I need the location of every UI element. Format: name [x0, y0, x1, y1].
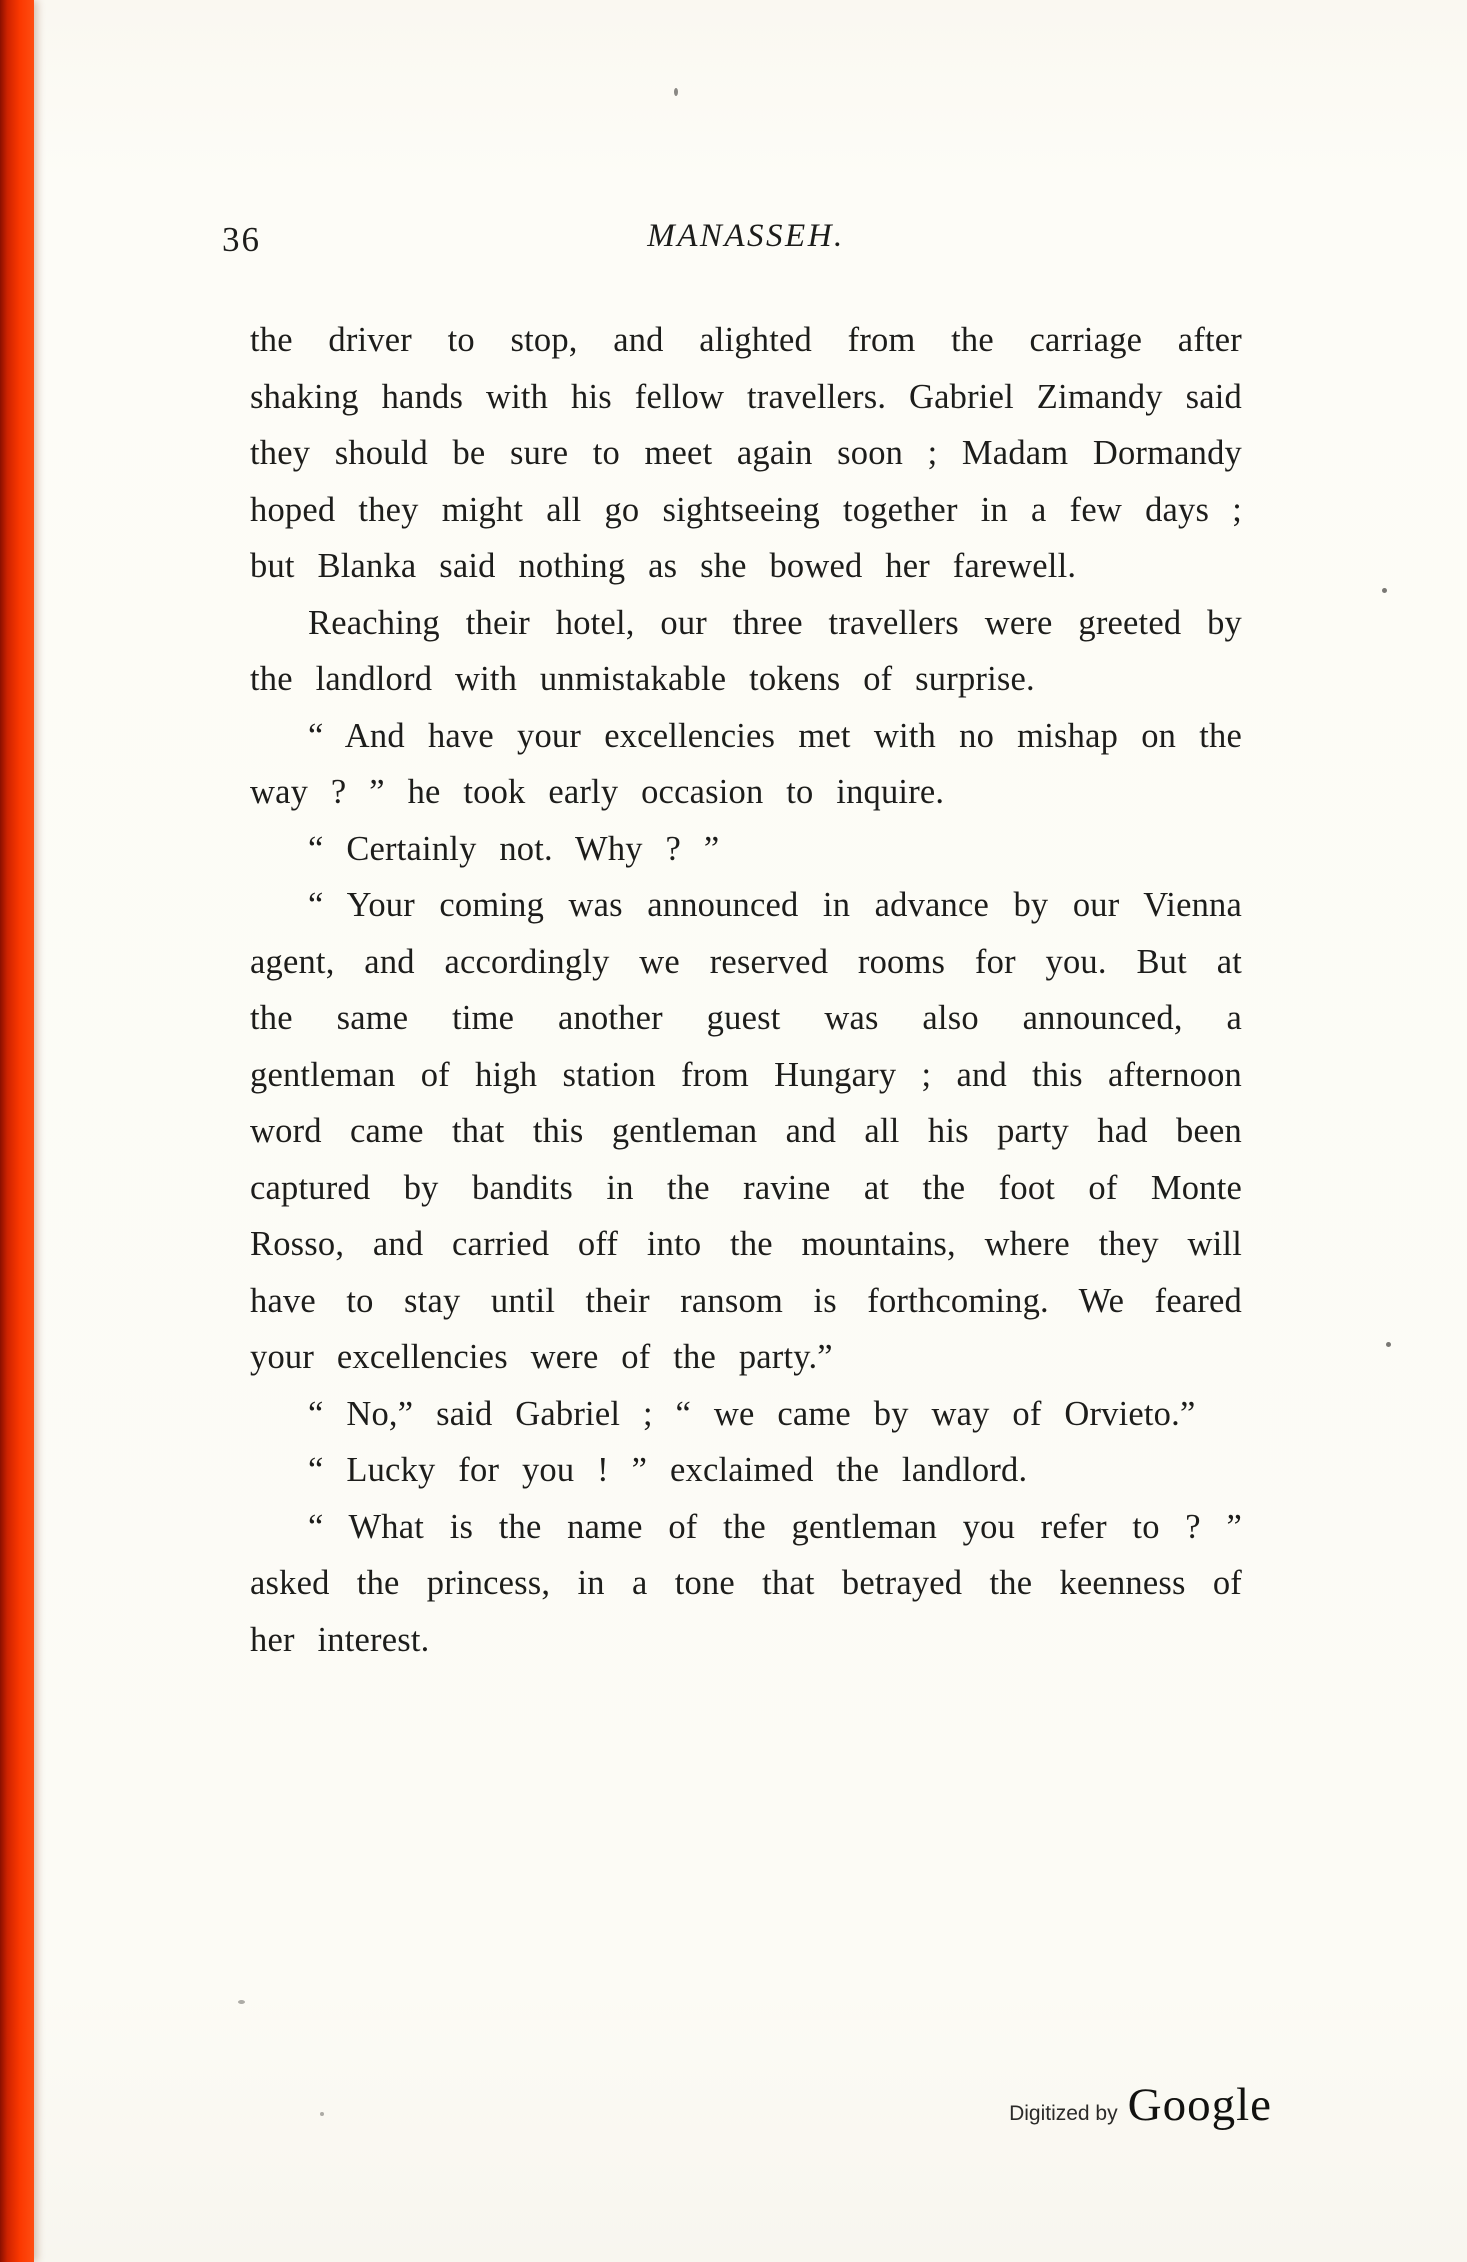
paragraph: “ Lucky for you ! ” exclaimed the landlord. — [308, 1451, 1028, 1489]
paragraph: “ Certainly not. Why ? ” — [308, 829, 720, 868]
running-title: MANASSEH. — [647, 218, 845, 254]
page-number: 36 — [222, 220, 261, 259]
scan-speck — [1382, 588, 1387, 593]
scan-speck — [1386, 1342, 1391, 1347]
paragraph: the driver to stop, and alighted from the carriage after shaking hands with his fellow travellers. Gabriel Zimandy said they should be sure to meet again soon ; Madam Dormandy hoped they might all go sightseeing together in a few days ; but Blanka said nothing as she bowed her farewell. — [250, 321, 1242, 585]
scan-speck — [320, 2112, 324, 2116]
paragraph: “ And have your excellencies met with no mishap on the way ? ” he took early occasion to inquire. — [250, 716, 1242, 811]
scan-speck — [674, 88, 678, 96]
book-page — [34, 0, 1467, 2262]
page-header — [222, 218, 1242, 262]
scan-speck — [238, 2000, 245, 2004]
binding-edge — [0, 0, 34, 2262]
paragraph: Reaching their hotel, our three travellers were greeted by the landlord with unmistakable tokens of surprise. — [250, 603, 1242, 698]
digitized-by-label: Digitized by — [1009, 2102, 1118, 2125]
paragraph: “ What is the name of the gentleman you refer to ? ” asked the princess, in a tone that betrayed the keenness of her interest. — [250, 1507, 1242, 1659]
page-body — [250, 312, 1242, 1668]
paragraph: “ No,” said Gabriel ; “ we came by way of Orvieto.” — [308, 1394, 1196, 1433]
google-logo: Google — [1127, 2079, 1272, 2131]
page-footer — [1009, 2078, 1272, 2132]
paragraph: “ Your coming was announced in advance by our Vienna agent, and accordingly we reserved rooms for you. But at the same time another guest was also announced, a gentleman of high station from Hungary ; and this afternoon word came that this gentleman and all his party had been captured by bandits in the ravine at the foot of Monte Rosso, and carried off into the mountains, where they will have to stay until their ransom is forthcoming. We feared your excellencies were of the party.” — [250, 886, 1242, 1376]
